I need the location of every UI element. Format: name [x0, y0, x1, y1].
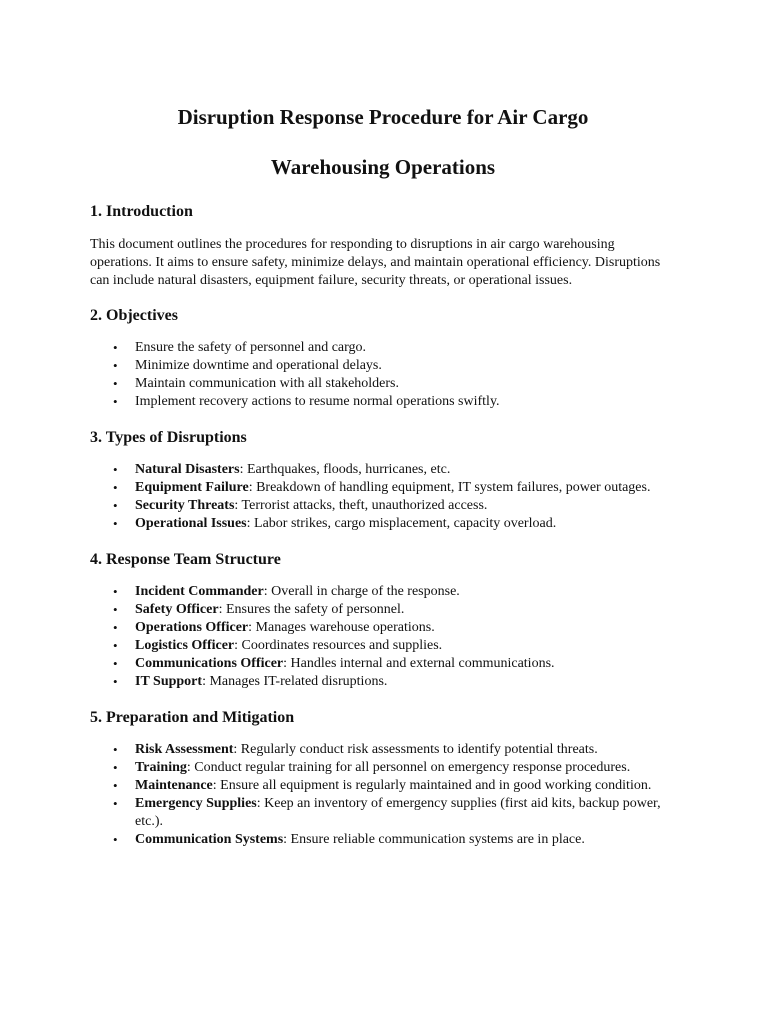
bullet-icon: • [113, 376, 118, 391]
item-term: Security Threats [135, 498, 235, 513]
bullet-icon: • [113, 656, 118, 671]
section-objectives [90, 306, 676, 411]
list-item [90, 655, 676, 673]
response-team-list [90, 583, 676, 691]
item-desc: : Manages IT-related disruptions. [202, 674, 388, 689]
list-item [90, 831, 676, 849]
item-desc: : Handles internal and external communications. [283, 656, 555, 671]
list-item [90, 339, 676, 357]
item-desc: : Coordinates resources and supplies. [234, 638, 443, 653]
item-term: Maintenance [135, 778, 213, 793]
item-term: Safety Officer [135, 602, 219, 617]
item-term: Communications Officer [135, 656, 284, 671]
bullet-icon: • [113, 358, 118, 373]
item-desc: : Ensure all equipment is regularly maintained and in good working condition. [212, 778, 652, 793]
section-introduction [90, 202, 676, 290]
preparation-list [90, 741, 676, 849]
item-term: Natural Disasters [135, 462, 240, 477]
list-item [90, 461, 676, 479]
item-desc: : Conduct regular training for all personnel on emergency response procedures. [186, 760, 631, 775]
item-term: Communication Systems [135, 832, 284, 847]
list-item [90, 619, 676, 637]
item-desc: : Breakdown of handling equipment, IT system failures, power outages. [248, 480, 651, 495]
bullet-icon: • [113, 638, 118, 653]
title-line-1: Disruption Response Procedure for Air Cargo [177, 105, 589, 129]
item-term: Operational Issues [135, 516, 247, 531]
list-item [90, 515, 676, 533]
list-item [90, 497, 676, 515]
item-desc: : Keep an inventory of emergency supplies (first aid kits, backup power, etc.). [135, 796, 661, 829]
item-desc: : Manages warehouse operations. [248, 620, 435, 635]
item-desc: : Terrorist attacks, theft, unauthorized access. [234, 498, 488, 513]
list-item [90, 357, 676, 375]
bullet-icon: • [113, 832, 118, 847]
section-types-of-disruptions [90, 428, 676, 533]
bullet-icon: • [113, 462, 118, 477]
list-item [90, 673, 676, 691]
list-item [90, 759, 676, 777]
item-text: Ensure the safety of personnel and cargo. [135, 340, 367, 355]
bullet-icon: • [113, 340, 118, 355]
item-desc: : Earthquakes, floods, hurricanes, etc. [239, 462, 451, 477]
item-term: Equipment Failure [135, 480, 249, 495]
item-term: Training [135, 760, 187, 775]
item-text: Minimize downtime and operational delays. [135, 358, 382, 373]
section-response-team [90, 550, 676, 691]
document-title [90, 92, 676, 192]
item-desc: : Regularly conduct risk assessments to identify potential threats. [233, 742, 598, 757]
item-text: Maintain communication with all stakeholders. [135, 376, 399, 391]
section-heading: 2. Objectives [90, 307, 178, 324]
section-heading: 4. Response Team Structure [90, 551, 281, 568]
disruption-types-list [90, 461, 676, 533]
list-item [90, 479, 676, 497]
list-item [90, 637, 676, 655]
bullet-icon: • [113, 498, 118, 513]
bullet-icon: • [113, 602, 118, 617]
item-term: IT Support [135, 674, 203, 689]
section-heading: 3. Types of Disruptions [90, 429, 247, 446]
item-desc: : Overall in charge of the response. [263, 584, 460, 599]
objectives-list [90, 339, 676, 411]
bullet-icon: • [113, 516, 118, 531]
title-line-2: Warehousing Operations [270, 155, 496, 179]
bullet-icon: • [113, 796, 118, 811]
bullet-icon: • [113, 742, 118, 757]
list-item [90, 777, 676, 795]
bullet-icon: • [113, 394, 118, 409]
list-item [90, 583, 676, 601]
item-desc: : Ensures the safety of personnel. [218, 602, 405, 617]
section-heading: 5. Preparation and Mitigation [90, 709, 295, 726]
bullet-icon: • [113, 778, 118, 793]
bullet-icon: • [113, 674, 118, 689]
list-item [90, 375, 676, 393]
item-term: Emergency Supplies [135, 796, 257, 811]
item-desc: : Labor strikes, cargo misplacement, capacity overload. [246, 516, 557, 531]
list-item [90, 795, 676, 831]
item-desc: : Ensure reliable communication systems are in place. [283, 832, 585, 847]
section-preparation-mitigation [90, 708, 676, 849]
item-text: Implement recovery actions to resume normal operations swiftly. [135, 394, 500, 409]
bullet-icon: • [113, 480, 118, 495]
list-item [90, 601, 676, 619]
section-heading: 1. Introduction [90, 203, 193, 220]
introduction-paragraph: This document outlines the procedures for responding to disruptions in air cargo warehousing operations. It aims to ensure safety, minimize delays, and maintain operational efficiency. Disruptions can include natural disasters, equipment failure, security threats, or operational issues. [90, 237, 661, 288]
list-item [90, 741, 676, 759]
bullet-icon: • [113, 620, 118, 635]
item-term: Operations Officer [135, 620, 249, 635]
bullet-icon: • [113, 760, 118, 775]
item-term: Incident Commander [135, 584, 264, 599]
item-term: Risk Assessment [135, 742, 234, 757]
bullet-icon: • [113, 584, 118, 599]
item-term: Logistics Officer [135, 638, 235, 653]
list-item [90, 393, 676, 411]
